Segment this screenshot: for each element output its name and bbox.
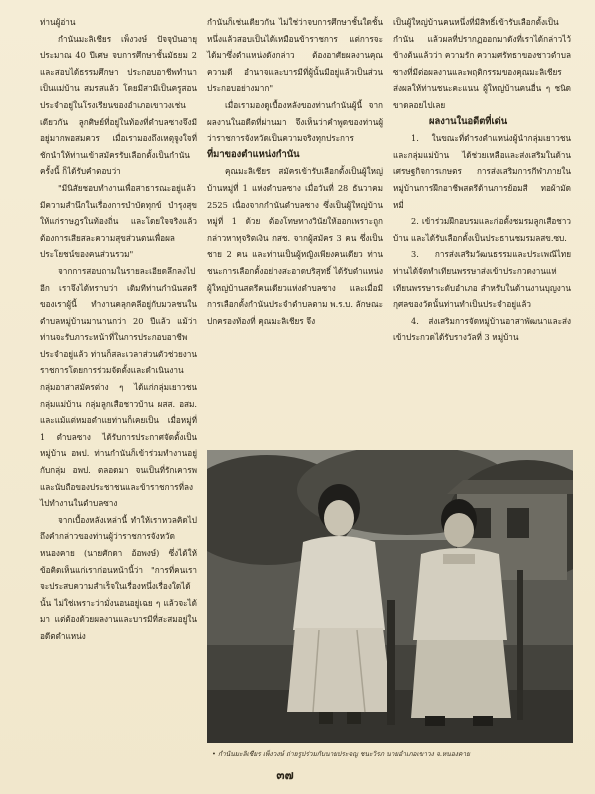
paragraph: เป็นผู้ใหญ่บ้านคนหนึ่งที่มีสิทธิ์เข้ารับเลือกตั้งเป็นกำนัน แล้วผลที่ปรากฏออกมาดังที่เราได้กล่าวไว้ข้างต้นแล้วว่า ความรัก ความศรัทธาของชาวตำบลซางที่มีต่อผลงานและพฤติกรรมของคุณมะลิเชียร ส่งผลให้ท่านชนะคะแนน ผู้ใหญ่บ้านคนอื่น ๆ ชนิดขาดลอยไปเลย — [393, 17, 571, 110]
photo-caption: • กำนันมะลิเชียร เพ็งวงษ์ ถ่ายรูปร่วมกับนายประจญ ชนะวิรภ นายอำเภอเขาวง จ.หนองคาย — [212, 750, 470, 758]
list-item: 3. การส่งเสริมวัฒนธรรมและประเพณีไทย ท่านได้จัดทำเทียนพรรษาส่งเข้าประกวดงานแห่เทียนพรรษาระดับอำเภอ สำหรับในด้านงานบุญงานกุศลของวัดนั้นท่านทำเป็นประจำอยู่แล้ว — [393, 249, 571, 310]
section-heading: ผลงานในอดีตที่เด่น — [429, 115, 508, 127]
list-item: 1. ในขณะที่ดำรงตำแหน่งผู้นำกลุ่มเยาวชนและกลุ่มแม่บ้าน ได้ช่วยเหลือและส่งเสริมในด้านเศรษฐกิจการเกษตร การส่งเสริมการกีฬาภายในหมู่บ้านการฝึกอาชีพสตรีด้านการย้อมสี ทอผ้ามัดหมี่ — [393, 133, 571, 210]
paragraph: จากการสอบถามในรายละเอียดลึกลงไปอีก เราจึงได้ทราบว่า เดิมทีท่านกำนันสตรีของเราผู้นี้ ทำงานคลุกคลีอยู่กับมวลชนในตำบลหมู่บ้านมานานกว่า 20 ปีแล้ว แม้ว่าท่านจะรับภาระหน้าที่ในการประกอบอาชีพประจำอยู่แล้ว ท่านก็สละเวลาส่วนตัวช่วยงานราชการโดยการร่วมจัดตั้งและดำเนินงานกลุ่มอาสาสมัครต่าง ๆ ได้แก่กลุ่มเยาวชน กลุ่มแม่บ้าน กลุ่มลูกเสือชาวบ้าน ผสส. อสม. และแม้แต่หมอตำแยท่านก็เคยเป็น เมื่อหมู่ที่ 1 ตำบลซาง ได้รับการประกาศจัดตั้งเป็นหมู่บ้าน อพป. ท่านกำนันก็เข้าร่วมทำงานอยู่กับกลุ่ม อพป. ตลอดมา จนเป็นที่รักเคารพและนับถือของประชาชนและข้าราชการที่ลงไปทำงานในตำบลซาง — [40, 265, 197, 509]
text-column-left — [40, 14, 197, 645]
list-item: 4. ส่งเสริมการจัดหมู่บ้านอาสาพัฒนาและส่งเข้าประกวดได้รับรางวัลที่ 3 หมู่บ้าน — [393, 315, 571, 343]
text-column-middle — [207, 14, 383, 329]
paragraph: ท่านผู้อ่าน — [40, 17, 76, 27]
quote-paragraph: "มีนิสัยชอบทำงานเพื่อสาธารณะอยู่แล้ว มีความสำนึกในเรื่องการบำบัดทุกข์ บำรุงสุขให้แก่ราษฎรในท้องถิ่น และโดยใจจริงแล้วต้องการเสียสละความสุขส่วนตนเพื่อผลประโยชน์ของคนส่วนรวม" — [40, 182, 197, 260]
paragraph: กำนันก็เช่นเดียวกัน ไม่ใช่ว่าจบการศึกษาชั้นใดชั้นหนึ่งแล้วสอบเป็นได้เหมือนข้าราชการ แต่การจะได้มาซึ่งตำแหน่งดังกล่าว ต้องอาศัยผลงานคุณความดี อำนาจและบารมีที่ผู้นั้นมีอยู่แล้วเป็นส่วนประกอบอย่างมาก" — [207, 17, 383, 94]
portrait-photo — [207, 450, 573, 743]
text-column-right — [393, 14, 571, 346]
paragraph: คุณมะลิเชียร สมัครเข้ารับเลือกตั้งเป็นผู้ใหญ่บ้านหมู่ที่ 1 แห่งตำบลซาง เมื่อวันที่ 28 ธันวาคม 2525 เนื่องจากกำนันตำบลซาง ซึ่งเป็นผู้ใหญ่บ้านหมู่ที่ 1 ด้วย ต้องโทษทางวินัยให้ออกเพราะถูกกล่าวหาทุจริตเงิน กสช. จากผู้สมัคร 3 คน ซึ่งเป็นชาย 2 คน และท่านเป็นผู้หญิงเพียงคนเดียว ท่านชนะการเลือกตั้งอย่างสะอาดบริสุทธิ์ ได้รับตำแหน่งผู้ใหญ่บ้านสตรีคนเดียวแห่งตำบลซาง และเมื่อมีการเลือกตั้งกำนันประจำตำบลตาม พ.ร.บ. ลักษณะปกครองท้องที่ คุณมะลิเชียร จึง — [207, 166, 383, 326]
photo-illustration — [207, 450, 573, 743]
paragraph: กำนันมะลิเชียร เพ็งวงษ์ ปัจจุบันอายุประมาณ 40 ปีเศษ จบการศึกษาชั้นมัธยม 2 และสอบได้ธรรมศึกษา ประกอบอาชีพทำนาเป็นแม่บ้าน สมรสแล้ว โดยมีสามีเป็นครูสอนประจำอยู่ในโรงเรียนของอำเภอเขาวงเช่นเดียวกัน ลูกศิษย์ที่อยู่ในท้องที่ตำบลซางจึงมีอยู่มากพอสมควร เมื่อเรามองถึงเหตุจูงใจที่ชักนำให้ท่านเข้าสมัครรับเลือกตั้งเป็นกำนันครั้งนี้ ก็ได้รับคำตอบว่า — [40, 33, 197, 177]
page-number: ๓๗ — [276, 768, 294, 782]
paragraph: จากเบื้องหลังเหล่านี้ ทำให้เราหวลคิดไปถึงคำกล่าวของท่านผู้ว่าราชการจังหวัดหนองคาย (นายศักดา อ้อพงษ์) ซึ่งได้ให้ข้อคิดเห็นแก่เราก่อนหน้านี้ว่า "การที่คนเราจะประสบความสำเร็จในเรื่องหนึ่งเรื่องใดได้นั้น ไม่ใช่เพราะว่ามั่งนอนอยู่เฉย ๆ แล้วจะได้มา แต่ต้องด้วยผลงานและบารมีที่สะสมอยู่ในอดีตตำแหน่ง — [40, 514, 197, 641]
list-item: 2. เข้าร่วมฝึกอบรมและก่อตั้งชมรมลูกเสือชาวบ้าน และได้รับเลือกตั้งเป็นประธานชมรมลสข.ซบ. — [393, 216, 571, 243]
section-heading: ที่มาของตำแหน่งกำนัน — [207, 148, 300, 160]
paragraph: เมื่อเรามองดูเบื้องหลังของท่านกำนันผู้นี้ จากผลงานในอดีตที่ผ่านมา จึงเห็นว่าคำพูดของท่านผู้ว่าราชการจังหวัดเป็นความจริงทุกประการ — [207, 99, 383, 144]
